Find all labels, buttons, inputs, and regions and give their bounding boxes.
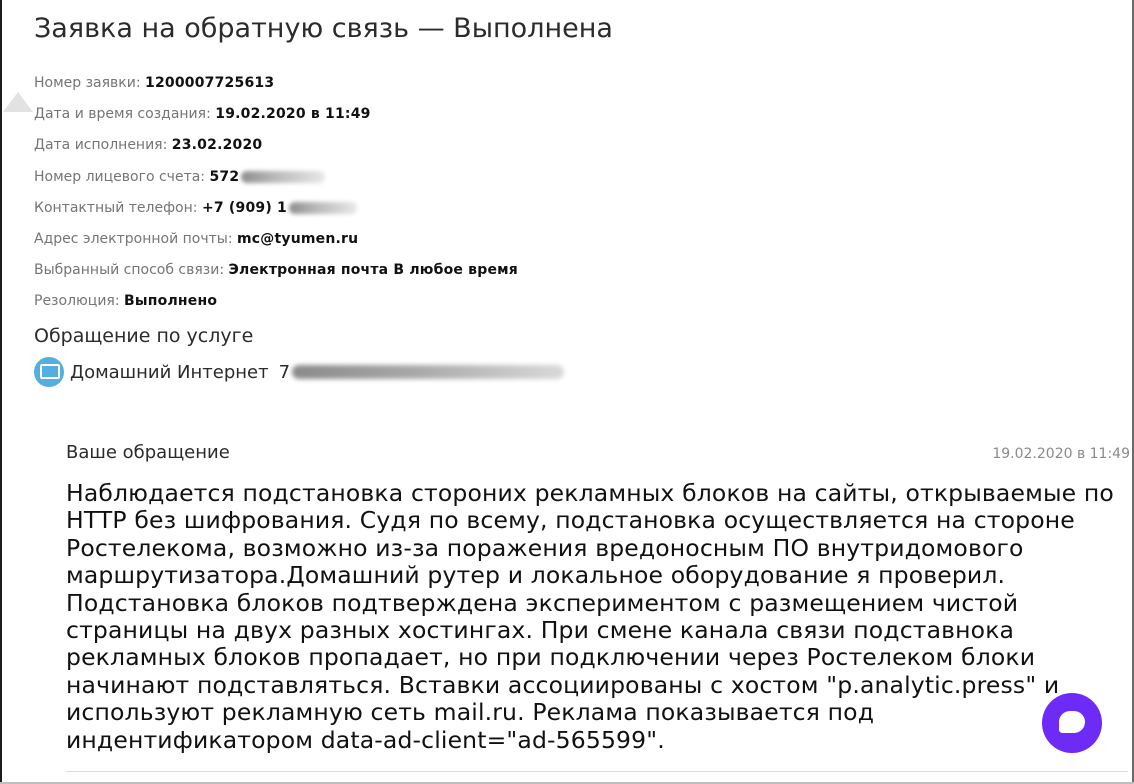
field-value: 19.02.2020 в 11:49 — [215, 106, 371, 123]
field-label: Контактный телефон: — [34, 199, 198, 216]
field-label: Выбранный способ связи: — [34, 262, 225, 279]
field-label: Дата исполнения: — [34, 137, 168, 154]
field-created-at — [34, 104, 518, 135]
request-datetime: 19.02.2020 в 11:49 — [992, 446, 1130, 462]
field-label: Номер заявки: — [34, 75, 141, 91]
window-left-border — [0, 0, 2, 784]
field-value: 1200007725613 — [145, 75, 275, 91]
redacted-blur — [292, 365, 564, 379]
field-email — [34, 229, 518, 260]
field-resolution — [34, 291, 518, 322]
field-contact-method — [34, 260, 518, 291]
chat-bubble-icon — [1059, 711, 1085, 733]
field-value: +7 (909) 1 — [201, 199, 287, 216]
chat-button[interactable] — [1042, 693, 1102, 753]
request-header — [66, 442, 1130, 463]
field-value: Выполнено — [124, 293, 218, 310]
field-value: Электронная почта В любое время — [228, 262, 518, 279]
field-value: 23.02.2020 — [171, 137, 263, 154]
service-row — [34, 357, 564, 387]
redacted-blur — [241, 171, 325, 183]
field-phone — [34, 198, 518, 229]
service-name: Домашний Интернет — [70, 361, 269, 383]
field-value: 572 — [209, 168, 240, 185]
field-completion-date — [34, 135, 518, 166]
field-label: Резолюция: — [34, 293, 120, 310]
field-label: Дата и время создания: — [34, 106, 211, 123]
field-account-number — [34, 167, 518, 198]
field-label: Адрес электронной почты: — [34, 230, 233, 247]
collapse-arrow-icon[interactable] — [3, 92, 33, 112]
monitor-icon — [34, 357, 64, 387]
service-number: 7 — [278, 361, 291, 383]
request-fields — [34, 73, 518, 323]
field-request-number — [34, 73, 518, 104]
divider — [66, 771, 1128, 772]
request-label: Ваше обращение — [66, 442, 230, 463]
page-title: Заявка на обратную связь — Выполнена — [34, 13, 613, 44]
redacted-blur — [289, 202, 357, 214]
request-message: Наблюдается подстановка сторониx рекламных блоков на сайты, открываемые по HTTP без шифрования. Судя по всему, подстановка осуществляется на стороне Ростелекома, возможно из-за поражения вредоносным ПО внутридомового маршрутизатора.Домашний рутер и локальное оборудование я проверил. Подстановка блоков подтверждена экспериментом с размещением чистой страницы на двух разных хостингах. При смене канала связи подставнока рекламных блоков пропадает, но при подключении через Ростелеком блоки начинают подставляться. Вставки ассоциированы с хостом "p.analytic.press" и используют рекламную сеть mail.ru. Реклама показывается под индентификатором data-ad-client="ad-565599". — [66, 479, 1114, 754]
field-label: Номер лицевого счета: — [34, 168, 206, 185]
service-section-title: Обращение по услуге — [34, 325, 254, 347]
field-value: mc@tyumen.ru — [237, 230, 359, 247]
